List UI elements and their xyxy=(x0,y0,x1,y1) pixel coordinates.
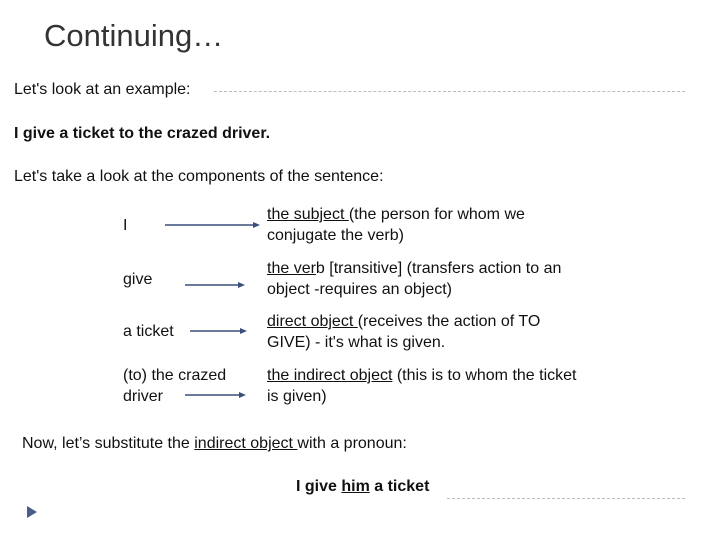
intro-text: Let's look at an example: xyxy=(14,81,191,98)
component-description: the indirect object (this is to whom the ticket is given) xyxy=(267,367,577,405)
component-description: the subject (the person for whom we conjugate the verb) xyxy=(267,206,525,244)
components-intro: Let's take a look at the components of the sentence: xyxy=(14,168,384,185)
component-description: the verb [transitive] (transfers action to an object -requires an object) xyxy=(267,260,562,298)
right-arrow-icon xyxy=(165,220,261,230)
divider-line xyxy=(447,498,685,499)
substitute-text: Now, let’s substitute the indirect object with a pronoun: xyxy=(22,435,407,452)
component-word: I xyxy=(123,217,128,234)
component-word: (to) the crazed driver xyxy=(123,367,227,405)
component-word: give xyxy=(123,271,153,288)
component-term: the indirect object xyxy=(267,367,393,384)
component-term: the subject xyxy=(267,206,349,223)
example-sentence: I give a ticket to the crazed driver. xyxy=(14,125,271,142)
component-term: direct object xyxy=(267,313,358,330)
triangle-bullet-icon xyxy=(25,505,39,519)
pronoun-term: him xyxy=(341,478,370,495)
component-term: the ver xyxy=(267,260,316,277)
component-word: a ticket xyxy=(123,323,174,340)
indirect-object-term: indirect object xyxy=(194,435,298,452)
result-sentence: I give him a ticket xyxy=(296,478,430,495)
divider-line xyxy=(214,91,685,92)
component-description: direct object (receives the action of TO GIVE) - it's what is given. xyxy=(267,313,541,351)
slide-title: Continuing… xyxy=(44,18,224,53)
